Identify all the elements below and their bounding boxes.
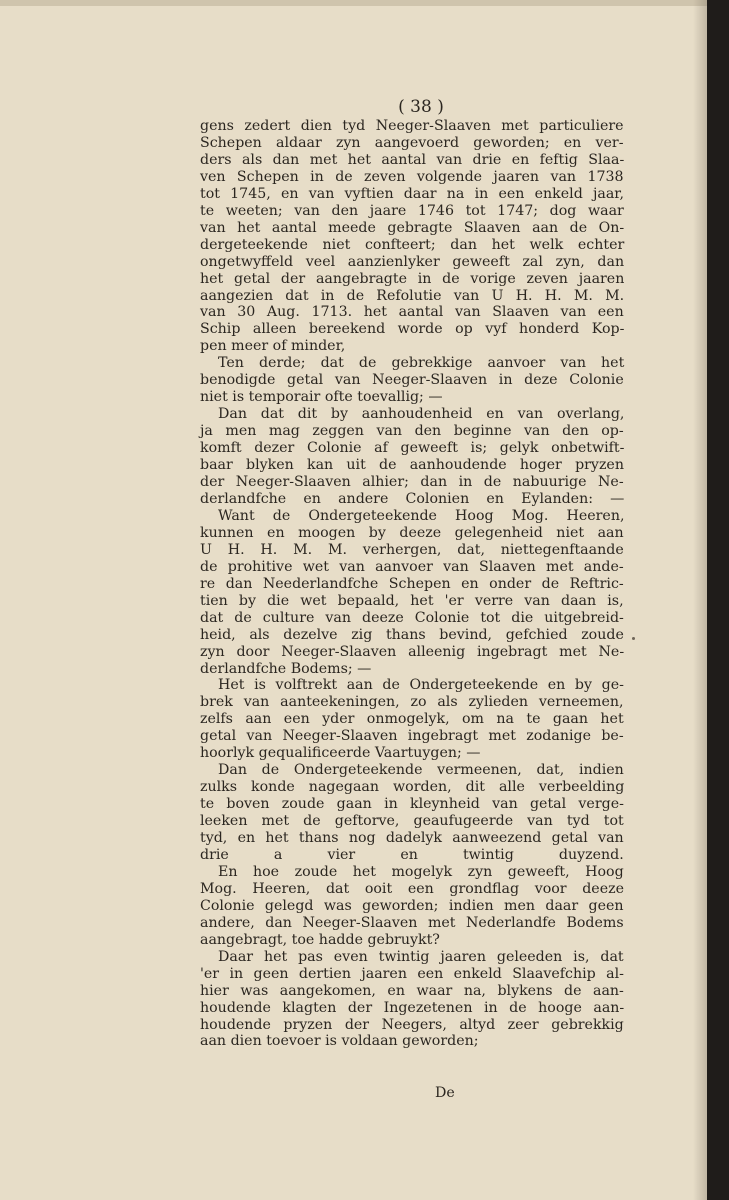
page-top-edge	[0, 0, 707, 6]
scan-border	[707, 0, 729, 1200]
text-line: En hoe zoude het mogelyk zyn geweeft, Hoog	[218, 863, 624, 880]
text-line: kunnen en moogen by deeze gelegenheid niet aan	[200, 524, 624, 541]
text-line: ja men mag zeggen van den beginne van den op-	[200, 423, 624, 440]
text-line: aangebragt, toe hadde gebruykt?	[200, 931, 440, 948]
text-line: andere, dan Neeger-Slaaven met Nederlandfe Bodems	[200, 914, 624, 931]
text-line: hoorlyk gequalificeerde Vaartuygen; —	[200, 745, 481, 762]
text-line: derlandfche Bodems; —	[200, 660, 372, 677]
text-line: te boven zoude gaan in kleynheid van getal verge-	[200, 796, 624, 813]
text-line: dat de culture van deeze Colonie tot die uitgebreid-	[200, 609, 624, 626]
text-line: brek van aanteekeningen, zo als zylieden verneemen,	[200, 694, 624, 711]
text-line: drie a vier en twintig duyzend.	[200, 846, 624, 863]
text-line: derlandfche en andere Colonien en Eylanden: —	[200, 490, 625, 507]
text-line: Dan de Ondergeteekende vermeenen, dat, indien	[218, 762, 624, 779]
text-line: van 30 Aug. 1713. het aantal van Slaaven van een	[200, 304, 624, 321]
text-line: pen meer of minder,	[200, 338, 346, 355]
text-line: Want de Ondergeteekende Hoog Mog. Heeren,	[218, 507, 625, 524]
text-line: Schepen aldaar zyn aangevoerd geworden; en ver-	[200, 134, 624, 151]
text-line: van het aantal meede gebragte Slaaven aan de On-	[200, 219, 625, 236]
text-line: Het is volftrekt aan de Ondergeteekende en by ge-	[218, 677, 624, 694]
catchword: De	[435, 1085, 455, 1101]
page-body	[200, 98, 624, 1050]
text-line: aan dien toevoer is voldaan geworden;	[200, 1033, 479, 1050]
text-line: aangezien dat in de Refolutie van U H. H. M. M.	[200, 287, 625, 304]
text-line: heid, als dezelve zig thans bevind, gefchied zoude	[200, 626, 624, 643]
text-line: zulks konde nagegaan worden, dit alle verbeelding	[200, 779, 625, 796]
text-line: houdende klagten der Ingezetenen in de hooge aan-	[200, 999, 625, 1016]
text-line: Dan dat dit by aanhoudenheid en van overlang,	[218, 406, 625, 423]
text-line: Mog. Heeren, dat ooit een grondflag voor deeze	[200, 880, 624, 897]
text-line: gens zedert dien tyd Neeger-Slaaven met particuliere	[200, 118, 624, 134]
text-line: ders als dan met het aantal van drie en feftig Slaa-	[200, 151, 625, 168]
text-line: re dan Neederlandfche Schepen en onder de Reftric-	[200, 575, 624, 592]
text-line: Ten derde; dat de gebrekkige aanvoer van het	[218, 355, 625, 372]
text-line: zyn door Neeger-Slaaven alleenig ingebragt met Ne-	[200, 643, 625, 660]
text-line: 'er in geen dertien jaaren een enkeld Slaavefchip al-	[200, 965, 624, 982]
text-line: Colonie gelegd was geworden; indien men daar geen	[200, 897, 624, 914]
text-line: niet is temporair ofte toevallig; —	[200, 389, 443, 406]
text-line: baar blyken kan uit de aanhoudende hoger pryzen	[200, 457, 624, 474]
text-line: Schip alleen bereekend worde op vyf honderd Kop-	[200, 321, 625, 338]
text-line: benodigde getal van Neeger-Slaaven in deze Colonie	[200, 372, 624, 389]
text-line: leeken met de geftorve, geaufugeerde van tyd tot	[200, 813, 624, 830]
text-line: tot 1745, en van vyftien daar na in een enkeld jaar,	[200, 185, 625, 202]
text-line: tien by die wet bepaald, het 'er verre van daan is,	[200, 592, 624, 609]
text-line: getal van Neeger-Slaaven ingebragt met zodanige be-	[200, 728, 624, 745]
text-line: ongetwyffeld veel aanzienlyker geweeft zal zyn, dan	[200, 253, 625, 270]
text-line: het getal der aangebragte in de vorige zeven jaaren	[200, 270, 625, 287]
ink-speck	[632, 637, 635, 640]
text-line: dergeteekende niet confteert; dan het welk echter	[200, 236, 625, 253]
text-line: U H. H. M. M. verhergen, dat, niettegenftaande	[200, 541, 624, 558]
text-line: ven Schepen in de zeven volgende jaaren van 1738	[200, 168, 624, 185]
text-line: zelfs aan een yder onmogelyk, om na te gaan het	[200, 711, 624, 728]
text-line: Daar het pas even twintig jaaren geleeden is, dat	[218, 948, 624, 965]
page-number: ( 38 )	[398, 97, 444, 117]
body-text	[200, 118, 624, 1050]
text-line: tyd, en het thans nog dadelyk aanweezend getal van	[200, 830, 624, 847]
text-line: hier was aangekomen, en waar na, blykens de aan-	[200, 982, 624, 999]
text-line: te weeten; van den jaare 1746 tot 1747; dog waar	[200, 202, 624, 219]
text-line: der Neeger-Slaaven alhier; dan in de nabuurige Ne-	[200, 474, 624, 491]
text-line: komft dezer Colonie af geweeft is; gelyk onbetwift-	[200, 440, 625, 457]
text-line: houdende pryzen der Neegers, altyd zeer gebrekkig	[200, 1016, 624, 1033]
text-line: de prohitive wet van aanvoer van Slaaven met ande-	[200, 558, 624, 575]
